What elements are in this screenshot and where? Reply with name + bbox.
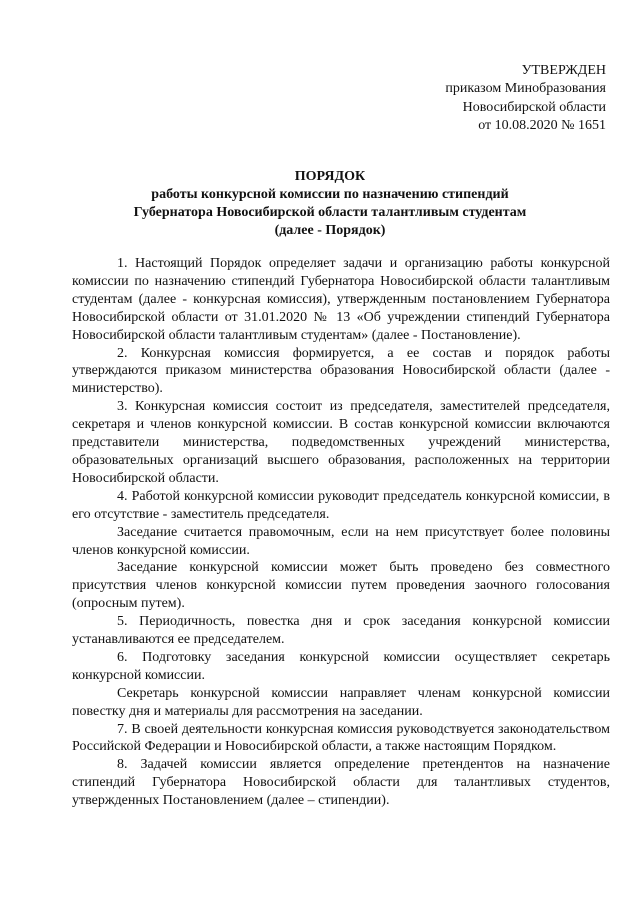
approval-line-approved: УТВЕРЖДЕН	[521, 63, 606, 78]
paragraph-4-absentee-vote: Заседание конкурсной комиссии может быть проведено без совместного присутствия членов конкурсной комиссии путем проведения заочного голосования (опросным путем).	[72, 560, 610, 612]
approval-stamp	[386, 62, 606, 136]
approval-line-date: от 10.08.2020 № 1651	[478, 118, 606, 134]
document-heading	[60, 168, 600, 240]
paragraph-4-quorum: Заседание считается правомочным, если на нем присутствует более половины членов конкурсной комиссии.	[72, 524, 610, 558]
paragraph-7: 7. В своей деятельности конкурсная комиссия руководствуется законодательством Российской Федерации и Новосибирской области, а также настоящим Порядком.	[72, 721, 610, 755]
paragraph-6-secretary: Секретарь конкурсной комиссии направляет членам конкурсной комиссии повестку дня и материалы для рассмотрения на заседании.	[72, 685, 610, 719]
paragraph-5: 5. Периодичность, повестка дня и срок заседания конкурсной комиссии устанавливаются ее председателем.	[72, 614, 610, 648]
paragraph-6: 6. Подготовку заседания конкурсной комиссии осуществляет секретарь конкурсной комиссии.	[72, 649, 610, 683]
document-body	[72, 255, 610, 810]
paragraph-4: 4. Работой конкурсной комиссии руководит председатель конкурсной комиссии, в его отсутствие - заместитель председателя.	[72, 488, 610, 522]
paragraph-2: 2. Конкурсная комиссия формируется, а ее состав и порядок работы утверждаются приказом министерства образования Новосибирской области (далее - министерство).	[72, 345, 610, 397]
approval-line-region: Новосибирской области	[462, 99, 606, 115]
approval-line-order: приказом Минобразования	[445, 81, 606, 97]
document-subtitle-line-3: (далее - Порядок)	[274, 223, 386, 238]
document-subtitle-line-1: работы конкурсной комиссии по назначению стипендий	[151, 187, 509, 202]
paragraph-1: 1. Настоящий Порядок определяет задачи и организацию работы конкурсной комиссии по назначению стипендий Губернатора Новосибирской области талантливым студентам (далее - конкурсная комиссия), утвержденным постановлением Губернатора Новосибирской области от 31.01.2020 № 13 «Об учреждении стипендий Губернатора Новосибирской области талантливым студентам» (далее - Постановление).	[72, 256, 610, 343]
document-title: ПОРЯДОК	[294, 169, 366, 184]
document-subtitle-line-2: Губернатора Новосибирской области талантливым студентам	[133, 205, 527, 220]
paragraph-3: 3. Конкурсная комиссия состоит из председателя, заместителей председателя, секретаря и членов конкурсной комиссии. В состав конкурсной комиссии включаются представители министерства, подведомственных учреждений министерства, образовательных организаций высшего образования, расположенных на территории Новосибирской области.	[72, 399, 610, 486]
paragraph-8: 8. Задачей комиссии является определение претендентов на назначение стипендий Губернатора Новосибирской области для талантливых студентов, утвержденных Постановлением (далее – стипендии).	[72, 757, 610, 809]
